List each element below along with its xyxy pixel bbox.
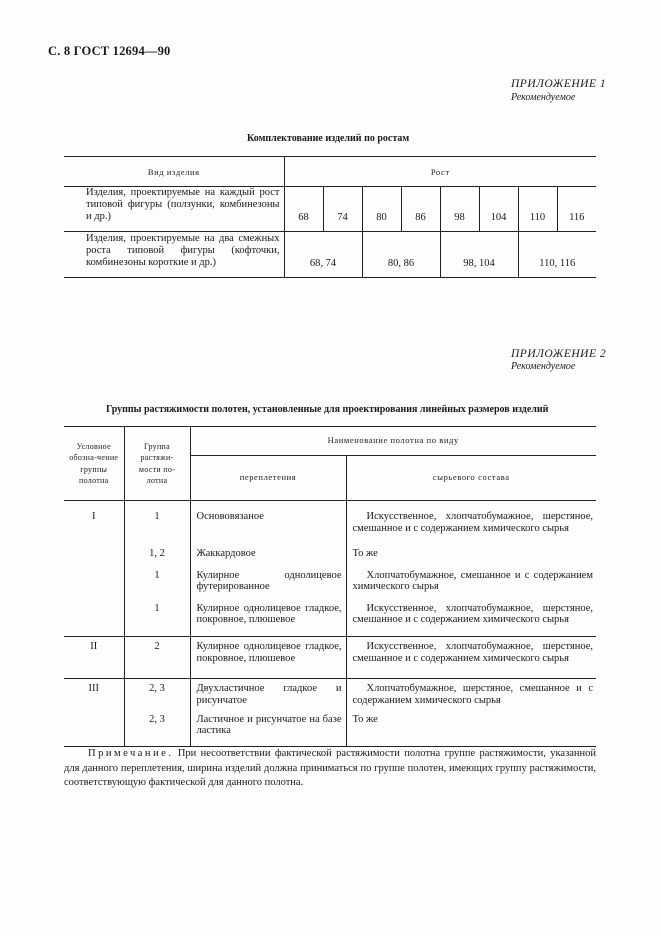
- note-label: Примечание.: [88, 748, 174, 759]
- group-designation: [64, 711, 124, 747]
- appendix-1-status: Рекомендуемое: [511, 92, 576, 103]
- appendix-2-title: ПРИЛОЖЕНИЕ 2: [511, 348, 607, 360]
- column-header-fabric-name: Наименование полотна по виду: [190, 427, 596, 456]
- raw-material: Искусственное, хлопчатобумажное, шерстяное, смешанное и с содержанием химического сырья: [346, 594, 596, 637]
- weave: Кулирное однолицевое гладкое, покровное, плюшевое: [190, 594, 346, 637]
- stretch-groups-table: [64, 426, 596, 747]
- row-label: Изделия, проектируемые на каждый рост типовой фигуры (ползунки, комбинезоны и др.): [86, 187, 280, 222]
- group-designation: [64, 594, 124, 637]
- height-value: 98, 104: [440, 232, 518, 278]
- height-value: 110: [518, 187, 557, 232]
- group-designation: [64, 538, 124, 561]
- raw-material: Хлопчатобумажное, шерстяное, смешанное и с содержанием химического сырья: [346, 679, 596, 711]
- height-value: 68, 74: [284, 232, 362, 278]
- appendix-2-table-title: Группы растяжимости полотен, установленные для проектирования линейных размеров изделий: [106, 404, 549, 415]
- column-header-group-designation: Условное обозна-чение группы полотна: [64, 427, 124, 501]
- weave: Кулирное однолицевое гладкое, покровное, плюшевое: [190, 637, 346, 679]
- appendix-1-table-title: Комплектование изделий по ростам: [247, 133, 410, 144]
- group-designation: III: [64, 679, 124, 711]
- height-sets-table: [64, 156, 596, 278]
- raw-material: То же: [346, 711, 596, 747]
- height-value: 74: [323, 187, 362, 232]
- stretch-group: 1: [124, 501, 190, 538]
- group-designation: II: [64, 637, 124, 679]
- stretch-group: 1: [124, 561, 190, 594]
- stretch-group: 1: [124, 594, 190, 637]
- column-header-height: Рост: [284, 157, 596, 187]
- weave: Кулирное однолицевое футерированное: [190, 561, 346, 594]
- weave: Двухластичное гладкое и рисунчатое: [190, 679, 346, 711]
- height-value: 68: [284, 187, 323, 232]
- height-value: 80, 86: [362, 232, 440, 278]
- table-row: [64, 187, 596, 232]
- group-designation: [64, 561, 124, 594]
- table-row: [64, 637, 596, 679]
- height-value: 98: [440, 187, 479, 232]
- column-header-weave: переплетения: [190, 456, 346, 501]
- stretch-group: 2, 3: [124, 679, 190, 711]
- column-header-raw-material: сырьевого состава: [346, 456, 596, 501]
- column-header-stretch-group: Группа растяжи-мости по-лотна: [124, 427, 190, 501]
- stretch-group: 2: [124, 637, 190, 679]
- raw-material: Искусственное, хлопчатобумажное, шерстяное, смешанное и с содержанием химического сырья: [346, 501, 596, 538]
- group-designation: I: [92, 511, 96, 522]
- table-row: [64, 501, 596, 538]
- table-row: [64, 538, 596, 561]
- note-text: При несоответствии фактической растяжимости полотна группе растяжимости, указанной для данного переплетения, ширина изделий должна приниматься по группе полотен, имеющих группу растяжимости, соответствующую фактической для данного полотна.: [64, 748, 596, 788]
- table-row: [64, 711, 596, 747]
- weave: Жаккардовое: [190, 538, 346, 561]
- row-label: Изделия, проектируемые на два смежных роста типовой фигуры (кофточки, комбинезоны короткие и др.): [64, 232, 284, 278]
- height-value: 80: [362, 187, 401, 232]
- appendix-2-status: Рекомендуемое: [511, 361, 576, 372]
- weave: Основовязаное: [190, 501, 346, 538]
- stretch-group: 1, 2: [124, 538, 190, 561]
- weave: Ластичное и рисунчатое на базе ластика: [190, 711, 346, 747]
- height-value: 116: [557, 187, 596, 232]
- height-value: 104: [479, 187, 518, 232]
- height-value: 86: [401, 187, 440, 232]
- table-row: [64, 679, 596, 711]
- page-header: С. 8 ГОСТ 12694—90: [48, 44, 171, 58]
- column-header-product-type: Вид изделия: [64, 157, 284, 187]
- table-note: [64, 747, 596, 791]
- raw-material: Хлопчатобумажное, смешанное и с содержанием химического сырья: [346, 561, 596, 594]
- raw-material: То же: [346, 538, 596, 561]
- table-row: [64, 594, 596, 637]
- table-row: [64, 232, 596, 278]
- height-value: 110, 116: [518, 232, 596, 278]
- raw-material: Искусственное, хлопчатобумажное, шерстяное, смешанное и с содержанием химического сырья: [346, 637, 596, 679]
- stretch-group: 2, 3: [124, 711, 190, 747]
- appendix-1-title: ПРИЛОЖЕНИЕ 1: [511, 78, 607, 90]
- table-row: [64, 561, 596, 594]
